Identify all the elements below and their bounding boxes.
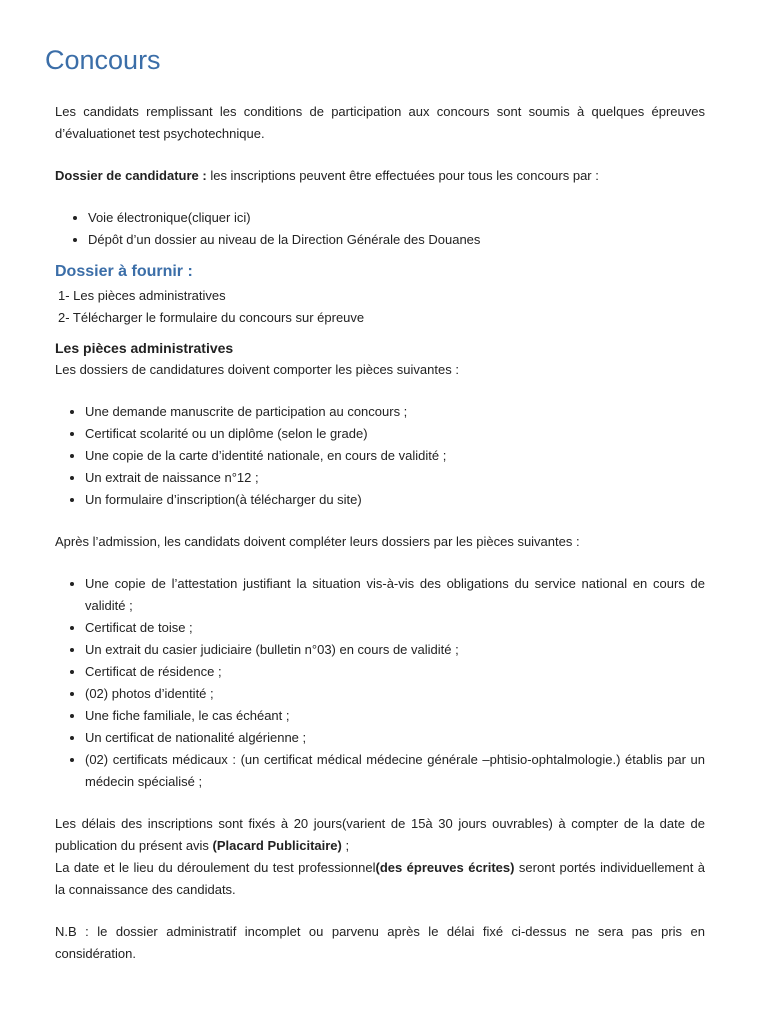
section-heading-dossier: Dossier à fournir :	[55, 263, 193, 280]
inscription-options-list	[55, 207, 705, 251]
list-item: • (02) certificats médicaux : (un certificat médical médecine générale –phtisio-ophtalmologie.) établis par un médecin spécialisé ;	[85, 749, 705, 793]
page-title: Concours	[45, 45, 161, 75]
list-item: • Un formulaire d’inscription(à télécharger du site)	[85, 489, 705, 511]
inscription-option-online-link[interactable]: Voie électronique(cliquer ici)	[88, 210, 251, 225]
delais-paragraph	[55, 813, 705, 857]
list-item: • Certificat scolarité ou un diplôme (selon le grade)	[85, 423, 705, 445]
delais-text-end: ;	[341, 838, 350, 853]
dossier-candidature-paragraph	[55, 165, 705, 187]
test-paragraph	[55, 857, 705, 901]
test-text: La date et le lieu du déroulement du test professionnel	[55, 860, 376, 875]
list-item: • Une fiche familiale, le cas échéant ;	[85, 705, 705, 727]
list-item: • Une copie de la carte d’identité nationale, en cours de validité ;	[85, 445, 705, 467]
article-content	[55, 101, 705, 965]
pieces-intro: Les dossiers de candidatures doivent comporter les pièces suivantes :	[55, 362, 459, 377]
intro-paragraph: Les candidats remplissant les conditions de participation aux concours sont soumis à quelques épreuves d’évaluationet test psychotechnique.	[55, 104, 705, 141]
list-item: • Un certificat de nationalité algérienne ;	[85, 727, 705, 749]
test-text-end: seront portés individuellement à la connaissance des candidats.	[55, 860, 706, 897]
list-item: • Un extrait de naissance n°12 ;	[85, 467, 705, 489]
list-item: • Dépôt d’un dossier au niveau de la Direction Générale des Douanes	[88, 229, 705, 251]
list-item	[88, 207, 705, 229]
list-item: • (02) photos d’identité ;	[85, 683, 705, 705]
dossier-candidature-label: Dossier de candidature :	[55, 168, 207, 183]
placard-publicitaire-text: (Placard Publicitaire)	[212, 838, 342, 853]
list-item: • Certificat de résidence ;	[85, 661, 705, 683]
list-item: • Un extrait du casier judiciaire (bulletin n°03) en cours de validité ;	[85, 639, 705, 661]
epreuves-ecrites-text: (des épreuves écrites)	[375, 860, 515, 875]
sub-heading-pieces: Les pièces administratives	[55, 340, 234, 356]
nb-paragraph: N.B : le dossier administratif incomplet ou parvenu après le délai fixé ci-dessus ne sera pas pris en considération.	[55, 924, 705, 961]
dossier-item: 2- Télécharger le formulaire du concours sur épreuve	[58, 310, 365, 325]
dossier-candidature-text: les inscriptions peuvent être effectuées pour tous les concours par :	[206, 168, 599, 183]
delais-text: Les délais des inscriptions sont fixés à 20 jours(varient de 15à 30 jours ouvrables) à compter de la date de publication du présent avis	[55, 816, 705, 853]
apres-admission-intro: Après l’admission, les candidats doivent compléter leurs dossiers par les pièces suivantes :	[55, 534, 580, 549]
pieces-list	[55, 401, 705, 511]
list-item: • Certificat de toise ;	[85, 617, 705, 639]
dossier-item: 1- Les pièces administratives	[58, 288, 226, 303]
list-item: • Une copie de l’attestation justifiant la situation vis-à-vis des obligations du service national en cours de validité ;	[85, 573, 705, 617]
apres-admission-list	[55, 573, 705, 793]
list-item: • Une demande manuscrite de participation au concours ;	[85, 401, 705, 423]
